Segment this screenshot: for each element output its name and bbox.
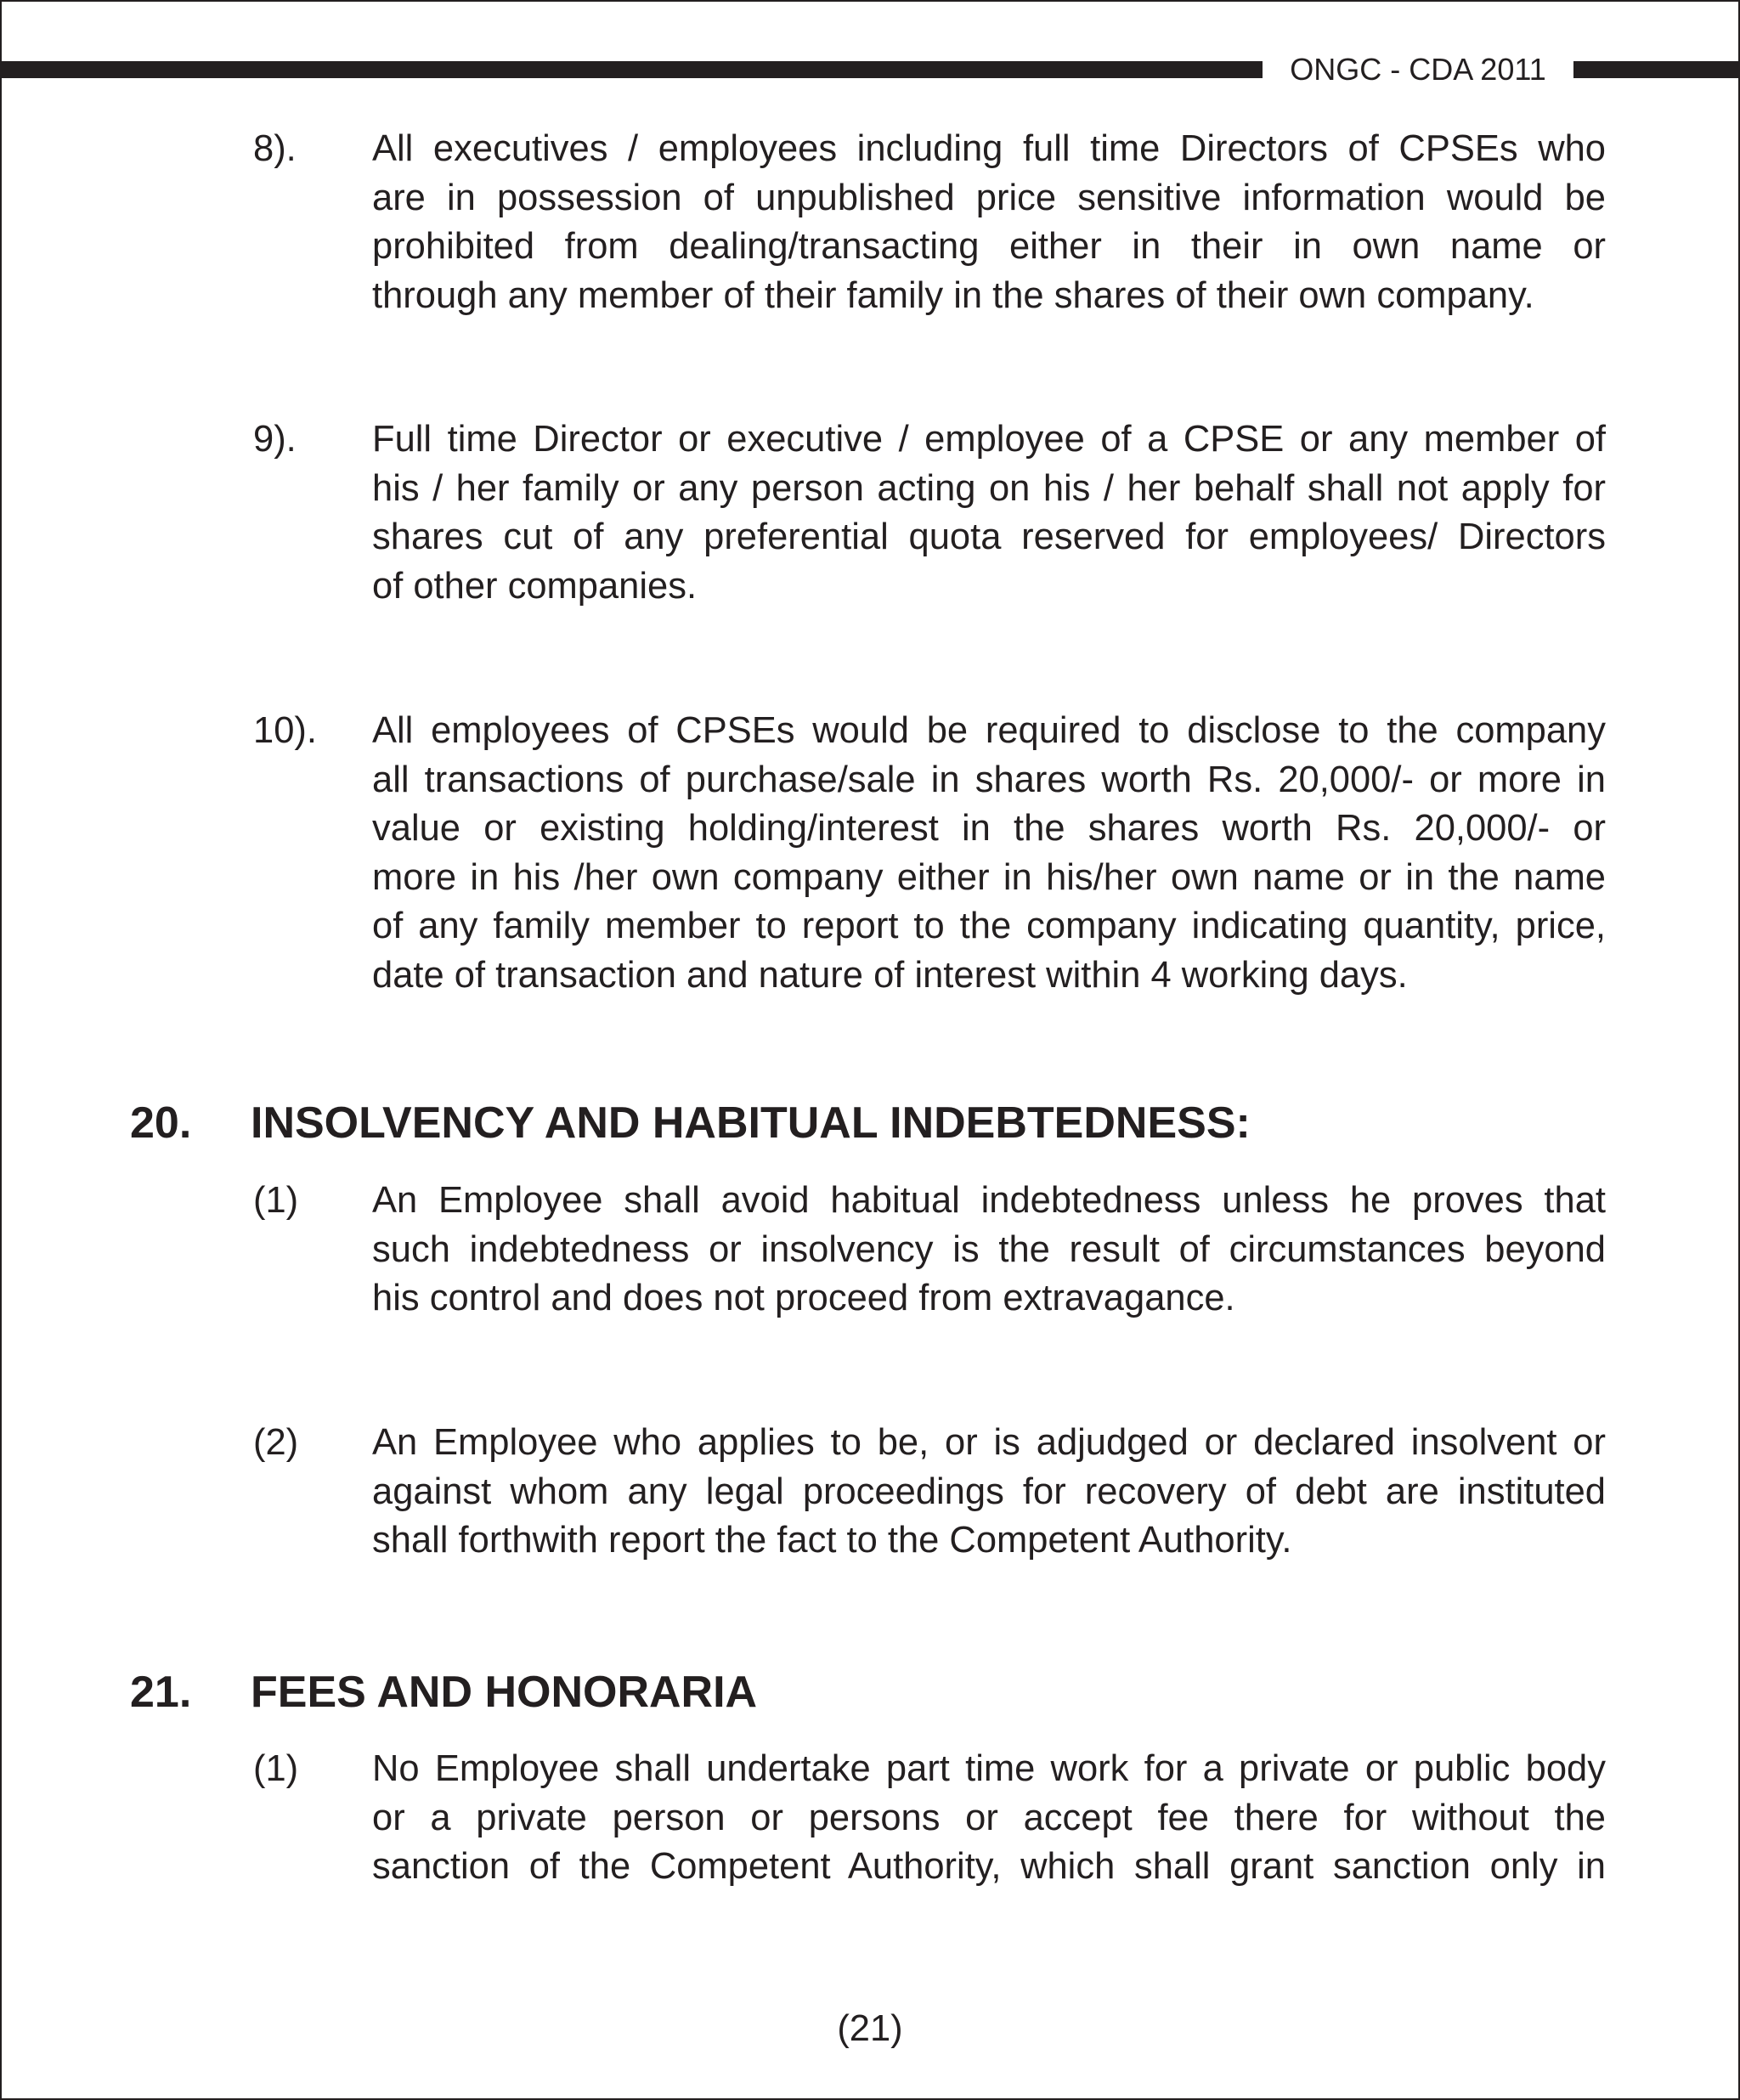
text-line: shares cut of any preferential quota reserved for employees/ Directors [372,517,1606,557]
text-line: of other companies. [372,565,698,607]
clause-number: 9). [253,419,297,460]
text-line: All executives / employees including full time Directors of CPSEs who [372,128,1606,169]
clause-number: (2) [253,1422,299,1463]
clause-number: (1) [253,1748,299,1789]
clause-number: (1) [253,1180,299,1221]
clause-text [372,707,1606,1000]
clause-text [372,415,1606,611]
text-line: sanction of the Competent Authority, which shall grant sanction only in [372,1846,1606,1887]
text-line: all transactions of purchase/sale in shares worth Rs. 20,000/- or more in [372,759,1606,800]
page-number: (21) [837,2008,903,2049]
text-line: his control and does not proceed from extravagance. [372,1278,1235,1318]
header-rule-left [0,61,1263,78]
text-line: date of transaction and nature of interest within 4 working days. [372,954,1408,996]
clause-text [372,1177,1606,1324]
text-line: Full time Director or executive / employee of a CPSE or any member of [372,419,1606,460]
text-line: value or existing holding/interest in the shares worth Rs. 20,000/- or [372,808,1606,849]
text-line: All employees of CPSEs would be required to disclose to the company [372,710,1606,751]
section-number: 20. [130,1098,192,1148]
text-line: of any family member to report to the company indicating quantity, price, [372,906,1606,946]
text-line: through any member of their family in the shares of their own company. [372,274,1534,316]
document-title: ONGC - CDA 2011 [1290,52,1546,87]
clause-text [372,1419,1606,1566]
text-line: No Employee shall undertake part time work for a private or public body [372,1748,1606,1789]
section-number: 21. [130,1668,192,1717]
text-line: An Employee shall avoid habitual indebtedness unless he proves that [372,1180,1606,1221]
text-line: his / her family or any person acting on his / her behalf shall not apply for [372,467,1606,509]
clause-number: 8). [253,128,297,169]
clause-text [372,125,1606,320]
section-title: INSOLVENCY AND HABITUAL INDEBTEDNESS: [251,1098,1251,1148]
text-line: prohibited from dealing/transacting either in their in own name or [372,226,1606,267]
text-line: against whom any legal proceedings for recovery of debt are instituted [372,1471,1606,1512]
text-line: are in possession of unpublished price sensitive information would be [372,177,1606,218]
text-line: such indebtedness or insolvency is the result of circumstances beyond [372,1228,1606,1270]
text-line: or a private person or persons or accept fee there for without the [372,1797,1606,1838]
clause-text [372,1745,1606,1892]
text-line: An Employee who applies to be, or is adjudged or declared insolvent or [372,1422,1606,1463]
text-line: shall forthwith report the fact to the Competent Authority. [372,1520,1292,1561]
section-title: FEES AND HONORARIA [251,1668,758,1717]
text-line: more in his /her own company either in his/her own name or in the name [372,856,1606,898]
clause-number: 10). [253,710,317,751]
header-rule-right [1573,61,1740,78]
